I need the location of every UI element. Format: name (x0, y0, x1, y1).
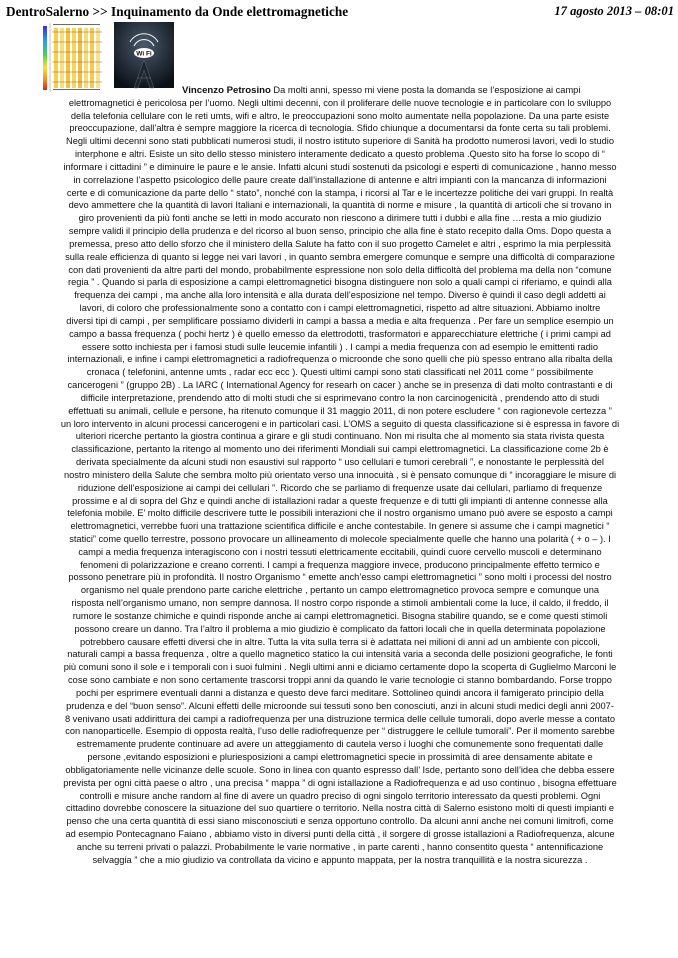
wifi-badge-label: Wi Fi (136, 50, 152, 58)
article-line: potrebbero causare effetti diversi che in altre. Tutta la vita sulla terra si è adattata nei milioni di anni ad un ambiente con piccoli, (79, 636, 601, 647)
article-line: estremamente prudente continuare ad avere un atteggiamento di cautela verso i luoghi che comunemente sono frequentati dalle (76, 739, 604, 750)
article-line: 8 venivano usati addirittura dei campi a radiofrequenza per una distruzione termica delle cellule tumorali, dopo averle messe a contato (64, 713, 616, 724)
article-line: giro provenienti da più fonti anche se letti in modo accurato non riescono a dirimere tutti i dubbi e alla fine …resta a mio giudizio (78, 213, 602, 224)
article-line: telefonia mobile. E’ molto difficile descrivere tutte le possibili interazioni che il nostro organismo umano può avere se esposto a campi (67, 508, 613, 519)
article-image (42, 20, 174, 94)
article-line: difficile interpretazione, prendendo atto di molti studi che si esprimevano contro la non carcinogenicità , prendendo atto di studi (80, 392, 600, 403)
article-line: riduzione dell’esposizione ai campi dei cellulari ”. Ricordo che se parliamo di frequenze usate dai cellulari, parliamo di frequenze (77, 482, 603, 493)
article-line: diversi tipi di campi , per semplificare possiamo dividerli in campi a bassa a media e alta frequenza . Per fare un semplice esempio un (66, 315, 614, 326)
article-line: risposta nell’organismo umano, non sempre dannosa. Il nostro corpo risponde a stimoli ambientali come la luce, il caldo, il freddo, il (71, 598, 609, 609)
article-line: della telefonia cellulare con le reti umts, wifi e altro, le preoccupazioni sono molto aumentate nella popolazione. Da una parte esiste (70, 110, 610, 121)
article-line: sulla reale efficienza di quanto si legge nei vari lavori , in quanto sembra emergere comunque e sempre una difficoltà di comparazione (65, 251, 615, 262)
article-line: internazionali, e infine i campi elettromagnetici a radiofrequenza o microonde che sono quelli che più spesso entrano alla ribalta della (67, 354, 613, 365)
article-line: effettuati su animali, cellule e persone, ha ritenuto comunque il 31 maggio 2011, di non potere escludere “ con ragionevole certezza ” (68, 405, 612, 416)
article-line: classificazione, pertanto la ritengo al momento uno dei riferimenti Mondiali sui campi elettromagnetici. La classificazione come 2b è (71, 444, 609, 455)
article-line: penso che una certa quantità di essi siano misconosciuti e senza opportuno controllo. Da alcuni anni anche nei comuni limitrofi, come (66, 816, 614, 827)
article-line: cronaca ( telefonini, antenne umts , radar ecc ecc ). Questi ultimi campi sono stati classificati nel 2011 come “ possibilmente (86, 367, 594, 378)
article-line: più comuni sono il sole e i temporali con i suoi fulmini . Negli ultimi anni e diciamo certamente dopo la scoperta di Guglielmo Marconi le (63, 662, 617, 673)
article-line: in correlazione l’aspetto psicologico delle paure create dall’installazione di antenne e altri impianti con la mancanza di informazioni (73, 174, 607, 185)
article-line: essere sotto inchiesta per i famosi studi sulle leucemie infantili ) . I campi a media frequenza con ad esempio le emittenti radio (81, 341, 599, 352)
wifi-antenna-icon (114, 22, 174, 88)
article-line: con dati provenienti da altre parti del mondo, probabilmente espressione non solo della difficoltà del problema ma della non “comune (68, 264, 612, 275)
article-line: ad esempio Pontecagnano Faiano , abbiamo visto in diversi punti della città , il sorgere di grosse istallazioni a Radiofrequenza, alcune (65, 829, 615, 840)
article-line: campi a media frequenza interagiscono con i nostri tessuti elettricamente eccitabili, quindi cuore cervello muscoli e determinano (78, 546, 602, 557)
article-line: selvaggia ” che a mio giudizio va controllata da vicino e appunto mappata, per la nostra tranquillità e la nostra sicurezza . (92, 854, 588, 865)
article-body (6, 84, 674, 867)
author-name: Vincenzo Petrosino (182, 85, 271, 96)
article-title: DentroSalerno >> Inquinamento da Onde elettromagnetiche (6, 4, 349, 19)
article-line: premessa, preso atto dello sforzo che il ministero della Salute ha fatto con il suo progetto Camelet e altri , esprimo la mia perplessità (69, 238, 611, 249)
article-line: nostro ministero della Salute che sembra molto più orientato verso una innocuità , si è pensato comunque di “ incoraggiare le misure di (63, 469, 617, 480)
article-line: organismo nel quale prendono parte cariche elettriche , pertanto un campo elettromagnetico provoca sempre e comunque una (80, 585, 600, 596)
article-line: preoccupazione, dall’altra è sempre maggiore la ricerca di tecnologia. Sfido chiunque a documentarsi da fonte certa su tali problemi. (69, 123, 611, 134)
article-line: controlli e misure anche random al fine di avere un quadro preciso di ogni singolo territorio interessato da questi problemi. Ogni (79, 790, 601, 801)
article-line: fenomeni di polarizzazione e creano correnti. I campi a frequenza maggiore invece, producono principalmente effetto termico e (80, 559, 600, 570)
article-line: pochi per esprimere eventuali danni a distanza e questo deve farci meditare. Sottolineo quindi ancora il famigerato principio della (76, 687, 604, 698)
article-line: Negli ultimi decenni sono stati pubblicati numerosi studi, il nostro istituto superiore di Sanità ha prodotto numerosi lavori, vedi lo studio (66, 136, 614, 147)
article-line: naturali campi a bassa frequenza , oltre a quello magnetico statico la cui intensità varia a seconda delle posizioni geografiche, le fonti (67, 649, 613, 660)
article-line: sempre validi il principio della prudenza e del ricorso al buon senso, principio che alla fine è stato recepito dalla Oms. Dopo questa a (68, 226, 612, 237)
em-spectrum-wifi-illustration (42, 20, 174, 94)
article-line: interphone e altri. Esiste un sito dello stesso ministero interamente dedicato a questo problema .Questo sito ha forse lo scopo di “ (75, 149, 605, 160)
article-line: prudenza e del “buon senso”. Alcuni effetti delle microonde sui tessuti sono ben conosciuti, anzi in alcuni studi medici degli anni 2007- (66, 700, 614, 711)
masthead (6, 4, 674, 18)
article-line: rumore le sostanze chimiche e quindi risponde anche ai campi elettromagnetici. Bisogna stabilire quando, se e come questi stimoli (72, 610, 608, 621)
article-line: un loro intervento in alcuni processi cancerogeni e in particolari casi. L’OMS a seguito di questa classificazione si è espressa in favore di (60, 418, 620, 429)
article-line: elettromagnetici, verrebbe fuori una trattazione scientifica difficile e anche contestabile. In genere si assume che i campi magnetici “ (70, 521, 610, 532)
article-line: elettromagnetici è pericolosa per l’uomo. Negli ultimi decenni, con il proliferare delle nuove tecnologie e in particolare con lo sviluppo (68, 97, 612, 108)
article-line: prevista per ogni città paese o altro , una precisa “ mappa ” di ogni istallazione a Radiofrequenza e ad uso continuo , bisogna effettuare (63, 777, 617, 788)
article-line: cittadino dovrebbe conoscere la situazione del suo quartiere o territorio. Nella nostra città di Salerno esistono molti di questi impianti e (66, 803, 614, 814)
article-line: lavori, di coloro che professionalmente sono a contatto con i campi elettromagnetici, rispetto ad altre situazioni. Abbiamo inoltre (79, 303, 601, 314)
article-line: cose sono cambiate e non sono certamente trascorsi troppi anni da quando le varie tecnologie ci stanno bombardando. Forse troppo (68, 675, 612, 686)
article-line: campo a bassa frequenza ( pochi hertz ) è quello emesso da elettrodotti, trasformatori e apparecchiature elettriche ( i primi campi ad (69, 328, 611, 339)
article-line: derivata specialmente da alcuni studi non esaustivi sul rapporto “ uso cellulari e tumori cerebrali ”, e nonostante le perplessità del (76, 457, 604, 468)
article-line: possono penetrare più in profondità. Il nostro Organismo “ emette anch’esso campi elettromagnetici ” sono molti i processi del nostro (68, 572, 612, 583)
article-line: prossime e al di sopra del Ghz e quindi anche di istallazioni radar a queste frequenze e di tutti gli impianti di antenne connesse alla (72, 495, 608, 506)
article-lines (6, 97, 674, 867)
article-line: devo ammettere che la quantità di lavori Italiani e internazionali, la quantità di norme e misure , la quantità di articoli che si trovano in (68, 200, 612, 211)
article-line: anche su terreni privati o palazzi. Probabilmente le varie normative , in parte carenti , hanno consentito questa “ antennificazione (76, 841, 604, 852)
article-line: cancerogeni ” (gruppo 2B) . La IARC ( International Agency for researh on cacer ) anche se in presenza di dati molto contrastanti e di (67, 380, 613, 391)
article-line: persone ,evitando esposizioni e pluriesposizioni a campi elettromagnetici specie in prossimità di aree densamente abitate e (87, 752, 593, 763)
article-line: ulteriori ricerche pertanto la giostra continua a girare e gli studi continuano. Non mi risulta che al momento sia stata rivista questa (75, 431, 605, 442)
article-line: frequenza dei campi , ma anche alla loro intensità e alla durata dell’esposizione nel tempo. Diverso è quindi il caso degli addetti ai (74, 290, 606, 301)
article-line: statici” come quello terrestre, possono provocare un allineamento di molecole specialmente quelle che hanno una polarità ( + o – ). I (69, 533, 611, 544)
article-first-line (6, 84, 674, 97)
article-line: possono creare un danno. Tra l’altro il problema a mio giudizio è complicato da fattori locali che in quella determinata popolazione (74, 623, 606, 634)
article-line: obbligatoriamente nelle vicinanze delle scuole. Sono in linea con quanto espresso dall’ Isde, pertanto sono dell’idea che debba essere (65, 764, 615, 775)
article-first-line-text: Da molti anni, spesso mi viene posta la domanda se l’esposizione ai campi (270, 85, 581, 95)
article-date: 17 agosto 2013 – 08:01 (554, 4, 674, 18)
article-line: con nanoparticelle. Esempio di opposta realtà, l’uso delle radiofrequenze per “ distruggere le cellule tumorali”. Per il momento sarebbe (65, 726, 615, 737)
article-line: certe e di comunicazione da parte dello “ stato”, nonché con la stampa, i ricorsi al Tar e le incertezze politiche dei vari gruppi. In realtà (66, 187, 614, 198)
article-line: regia ” . Quando si parla di esposizione a campi elettromagnetici bisogna distinguere non solo a quali campi ci riferiamo, e quindi alla (68, 277, 612, 288)
article-line: informare i cittadini ” e diminuire le paure e le ansie. Infatti alcuni studi sostenuti da psicologi e esperti di comunicazione , hanno messo (63, 161, 617, 172)
